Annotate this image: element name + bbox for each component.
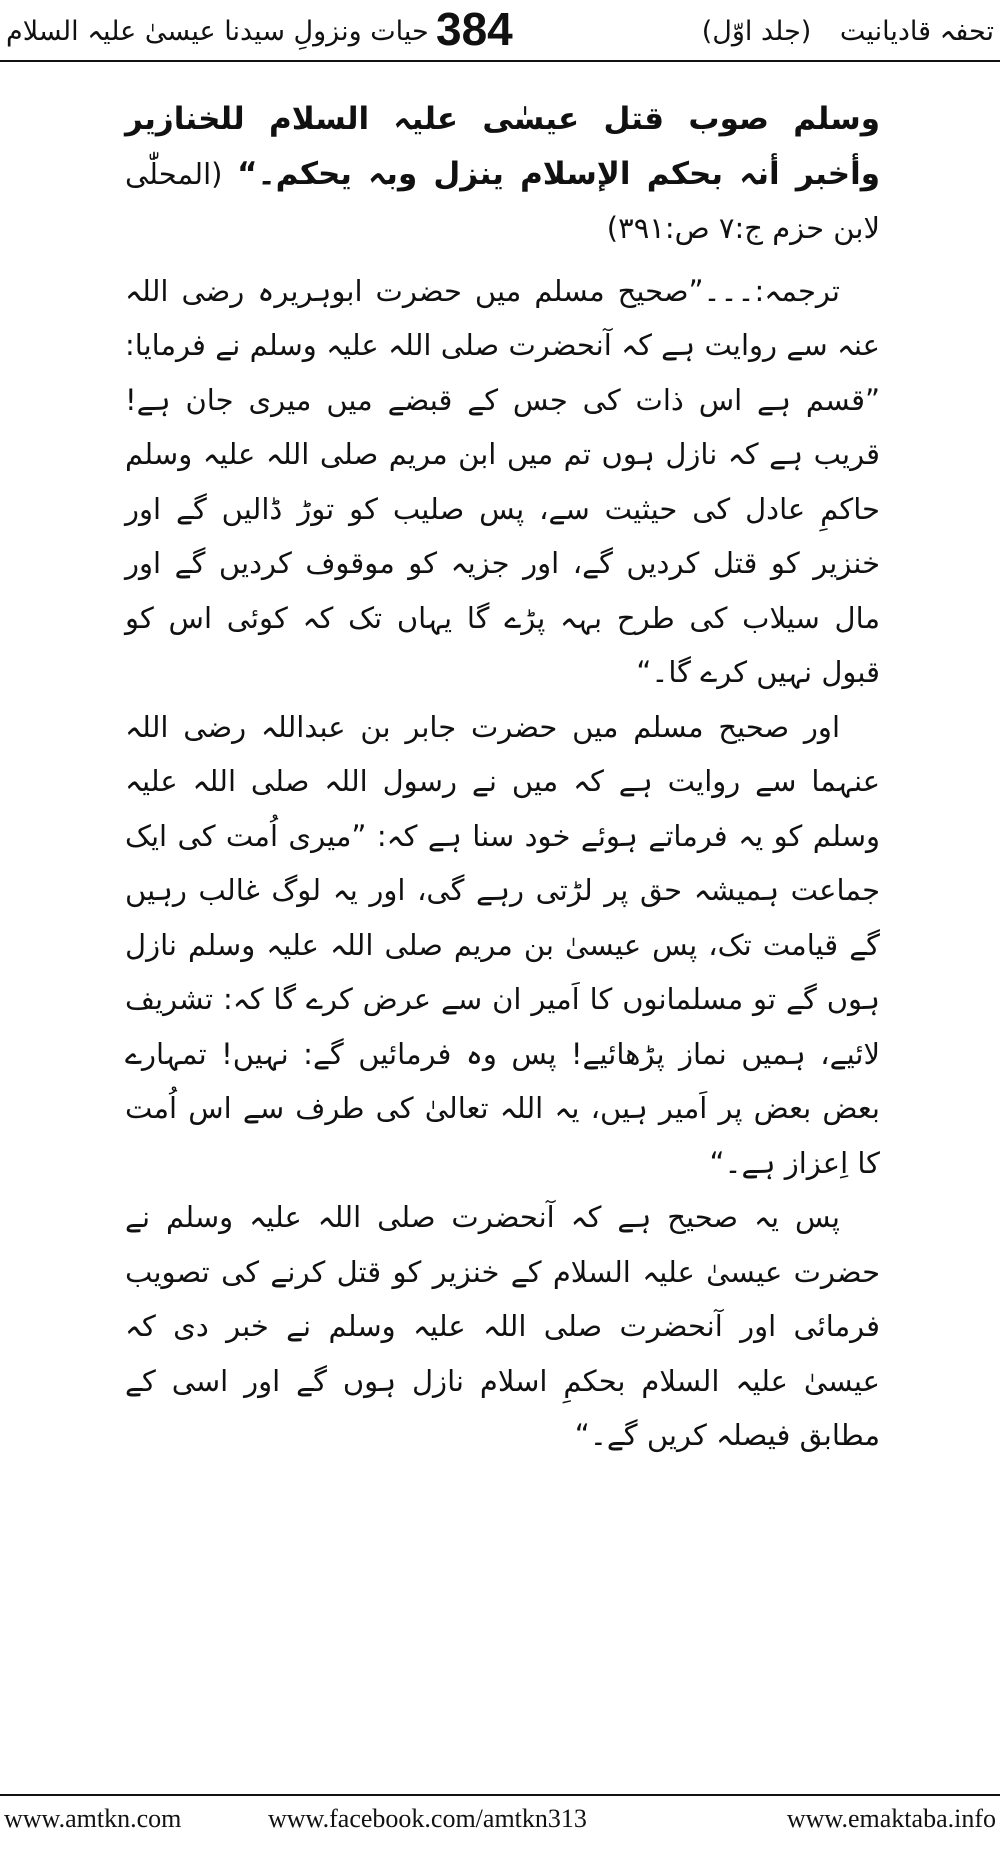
header-divider [0,60,1000,62]
translation-paragraph-2: اور صحیح مسلم میں حضرت جابر بن عبداللہ رضی اللہ عنہما سے روایت ہے کہ میں نے رسول اللہ صلی اللہ علیہ وسلم کو یہ فرماتے ہوئے خود سنا ہے کہ: ”میری اُمت کی ایک جماعت ہمیشہ حق پر لڑتی رہے گی، اور یہ لوگ غالب رہیں گے قیامت تک، پس عیسیٰ بن مریم صلی اللہ علیہ وسلم نازل ہوں گے تو مسلمانوں کا اَمیر ان سے عرض کرے گا کہ: تشریف لائیے، ہمیں نماز پڑھائیے! پس وہ فرمائیں گے: نہیں! تمہارے بعض بعض پر اَمیر ہیں، یہ اللہ تعالیٰ کی طرف سے اس اُمت کا اِعزاز ہے۔“ [125,709,880,1180]
chapter-title: حیات ونزولِ سیدنا عیسیٰ علیہ السلام [6,16,429,47]
page-header [0,0,1000,60]
page-footer [0,1804,1000,1844]
book-title-header [702,16,994,47]
volume-label: (جلد اوّل) [701,16,812,47]
arabic-quote-paragraph [125,92,880,256]
footer-link-facebook[interactable]: www.facebook.com/amtkn313 [268,1804,587,1833]
footer-divider [0,1794,1000,1796]
footer-link-emaktaba[interactable]: www.emaktaba.info [786,1804,996,1833]
footer-link-amtkn[interactable]: www.amtkn.com [4,1804,182,1833]
translation-paragraph-3: پس یہ صحیح ہے کہ آنحضرت صلی اللہ علیہ وسلم نے حضرت عیسیٰ علیہ السلام کے خنزیر کو قتل کرنے کی تصویب فرمائی اور آنحضرت صلی اللہ علیہ وسلم نے خبر دی کہ عیسیٰ علیہ السلام بحکمِ اسلام نازل ہوں گے اور اسی کے مطابق فیصلہ کریں گے۔“ [125,1200,880,1452]
citation: (المحلّٰی لابن حزم ج:۷ ص:۳۹۱) [125,156,880,245]
page-body [125,92,880,1463]
translation-paragraph-1: ترجمہ:۔۔۔”صحیح مسلم میں حضرت ابوہریرہ رضی اللہ عنہ سے روایت ہے کہ آنحضرت صلی اللہ علیہ وسلم نے فرمایا: ”قسم ہے اس ذات کی جس کے قبضے میں میری جان ہے! قریب ہے کہ نازل ہوں تم میں ابن مریم صلی اللہ علیہ وسلم حاکمِ عادل کی حیثیت سے، پس صلیب کو توڑ ڈالیں گے اور خنزیر کو قتل کردیں گے، اور جزیہ کو موقوف کردیں گے اور مال سیلاب کی طرح بہہ پڑے گا یہاں تک کہ کوئی اس کو قبول نہیں کرے گا۔“ [125,273,880,689]
book-title: تحفہ قادیانیت [839,16,994,47]
page-number: 384 [436,3,513,55]
arabic-quote: وسلم صوب قتل عیسٰی علیہ السلام للخنازیر وأخبر أنہ بحکم الإسلام ینزل وبہ یحکم۔“ [125,101,881,192]
